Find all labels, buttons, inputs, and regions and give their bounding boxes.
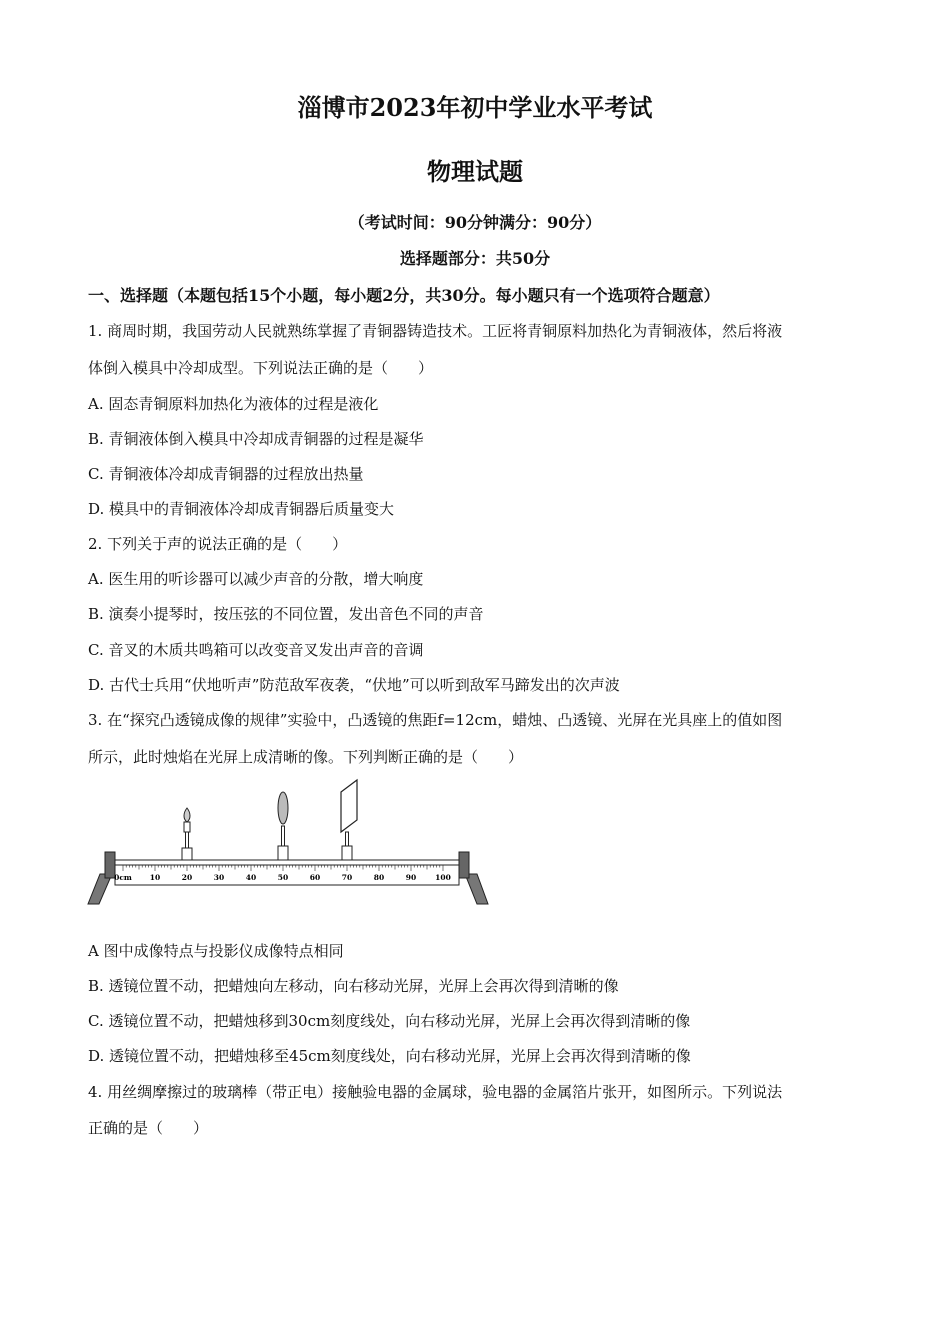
lens-stem <box>282 826 285 846</box>
section-heading: 一、选择题（本题包括15个小题，每小题2分，共30分。每小题只有一个选项符合题意） <box>88 286 720 305</box>
candle-body <box>184 822 190 832</box>
candle-stem <box>186 832 189 848</box>
bench-rail <box>115 860 459 865</box>
lens-base <box>278 846 288 860</box>
ruler-tick-label: 70 <box>341 873 353 882</box>
ruler-tick-label: 100 <box>435 873 451 882</box>
exam-title: 淄博市2023年初中学业水平考试 <box>297 93 653 122</box>
ruler-tick-label: 40 <box>245 873 257 882</box>
q3-option-a: A 图中成像特点与投影仪成像特点相同 <box>88 942 344 960</box>
screen-stem <box>346 832 349 846</box>
q1-option-c: C. 青铜液体冷却成青铜器的过程放出热量 <box>88 465 364 483</box>
q3-stem-line1: 3. 在“探究凸透镜成像的规律”实验中，凸透镜的焦距f=12cm，蜡烛、凸透镜、光屏在光具座上的值如图 <box>88 711 783 729</box>
q4-stem-line1: 4. 用丝绸摩擦过的玻璃棒（带正电）接触验电器的金属球，验电器的金属箔片张开，如图所示。下列说法 <box>88 1083 783 1101</box>
q1-option-d: D. 模具中的青铜液体冷却成青铜器后质量变大 <box>88 500 395 518</box>
candle-holder <box>182 808 192 860</box>
ruler-tick-label: 0cm <box>114 873 132 882</box>
right-post <box>459 852 469 878</box>
q2-option-a: A. 医生用的听诊器可以减少声音的分散，增大响度 <box>88 570 424 588</box>
q3-option-c: C. 透镜位置不动，把蜡烛移到30cm刻度线处，向右移动光屏，光屏上会再次得到清晰的像 <box>88 1012 691 1030</box>
q3-stem-line2: 所示，此时烛焰在光屏上成清晰的像。下列判断正确的是（ ） <box>88 748 524 766</box>
exam-subtitle: 物理试题 <box>427 157 523 186</box>
ruler-tick-label: 30 <box>213 873 225 882</box>
q2-option-b: B. 演奏小提琴时，按压弦的不同位置，发出音色不同的声音 <box>88 605 484 623</box>
q3-option-b: B. 透镜位置不动，把蜡烛向左移动，向右移动光屏，光屏上会再次得到清晰的像 <box>88 977 619 995</box>
candle-flame-icon <box>184 808 190 822</box>
lens-holder <box>278 792 288 860</box>
convex-lens-icon <box>278 792 288 824</box>
q4-stem-line2: 正确的是（ ） <box>88 1119 209 1137</box>
part-label: 选择题部分：共50分 <box>399 249 551 268</box>
ruler-tick-label: 60 <box>309 873 321 882</box>
screen-base <box>342 846 352 860</box>
q1-option-a: A. 固态青铜原料加热化为液体的过程是液化 <box>88 395 379 413</box>
optical-bench-diagram <box>85 776 495 910</box>
ruler-tick-label: 10 <box>149 873 161 882</box>
candle-base <box>182 848 192 860</box>
q2-option-d: D. 古代士兵用“伏地听声”防范敌军夜袭，“伏地”可以听到敌军马蹄发出的次声波 <box>88 676 620 694</box>
q3-option-d: D. 透镜位置不动，把蜡烛移至45cm刻度线处，向右移动光屏，光屏上会再次得到清晰的像 <box>88 1047 691 1065</box>
q1-stem-line1: 1. 商周时期，我国劳动人民就熟练掌握了青铜器铸造技术。工匠将青铜原料加热化为青铜液体，然后将液 <box>88 322 783 340</box>
ruler-tick-label: 80 <box>373 873 385 882</box>
q1-stem-line2: 体倒入模具中冷却成型。下列说法正确的是（ ） <box>88 359 434 377</box>
q1-option-b: B. 青铜液体倒入模具中冷却成青铜器的过程是凝华 <box>88 430 424 448</box>
ruler-tick-label: 90 <box>405 873 417 882</box>
ruler-tick-label: 50 <box>277 873 289 882</box>
q2-option-c: C. 音叉的木质共鸣箱可以改变音叉发出声音的音调 <box>88 641 424 659</box>
q2-stem: 2. 下列关于声的说法正确的是（ ） <box>88 535 348 553</box>
exam-info: （考试时间：90分钟满分：90分） <box>348 213 602 232</box>
screen-holder <box>341 780 357 860</box>
ruler-tick-label: 20 <box>181 873 193 882</box>
light-screen-icon <box>341 780 357 832</box>
